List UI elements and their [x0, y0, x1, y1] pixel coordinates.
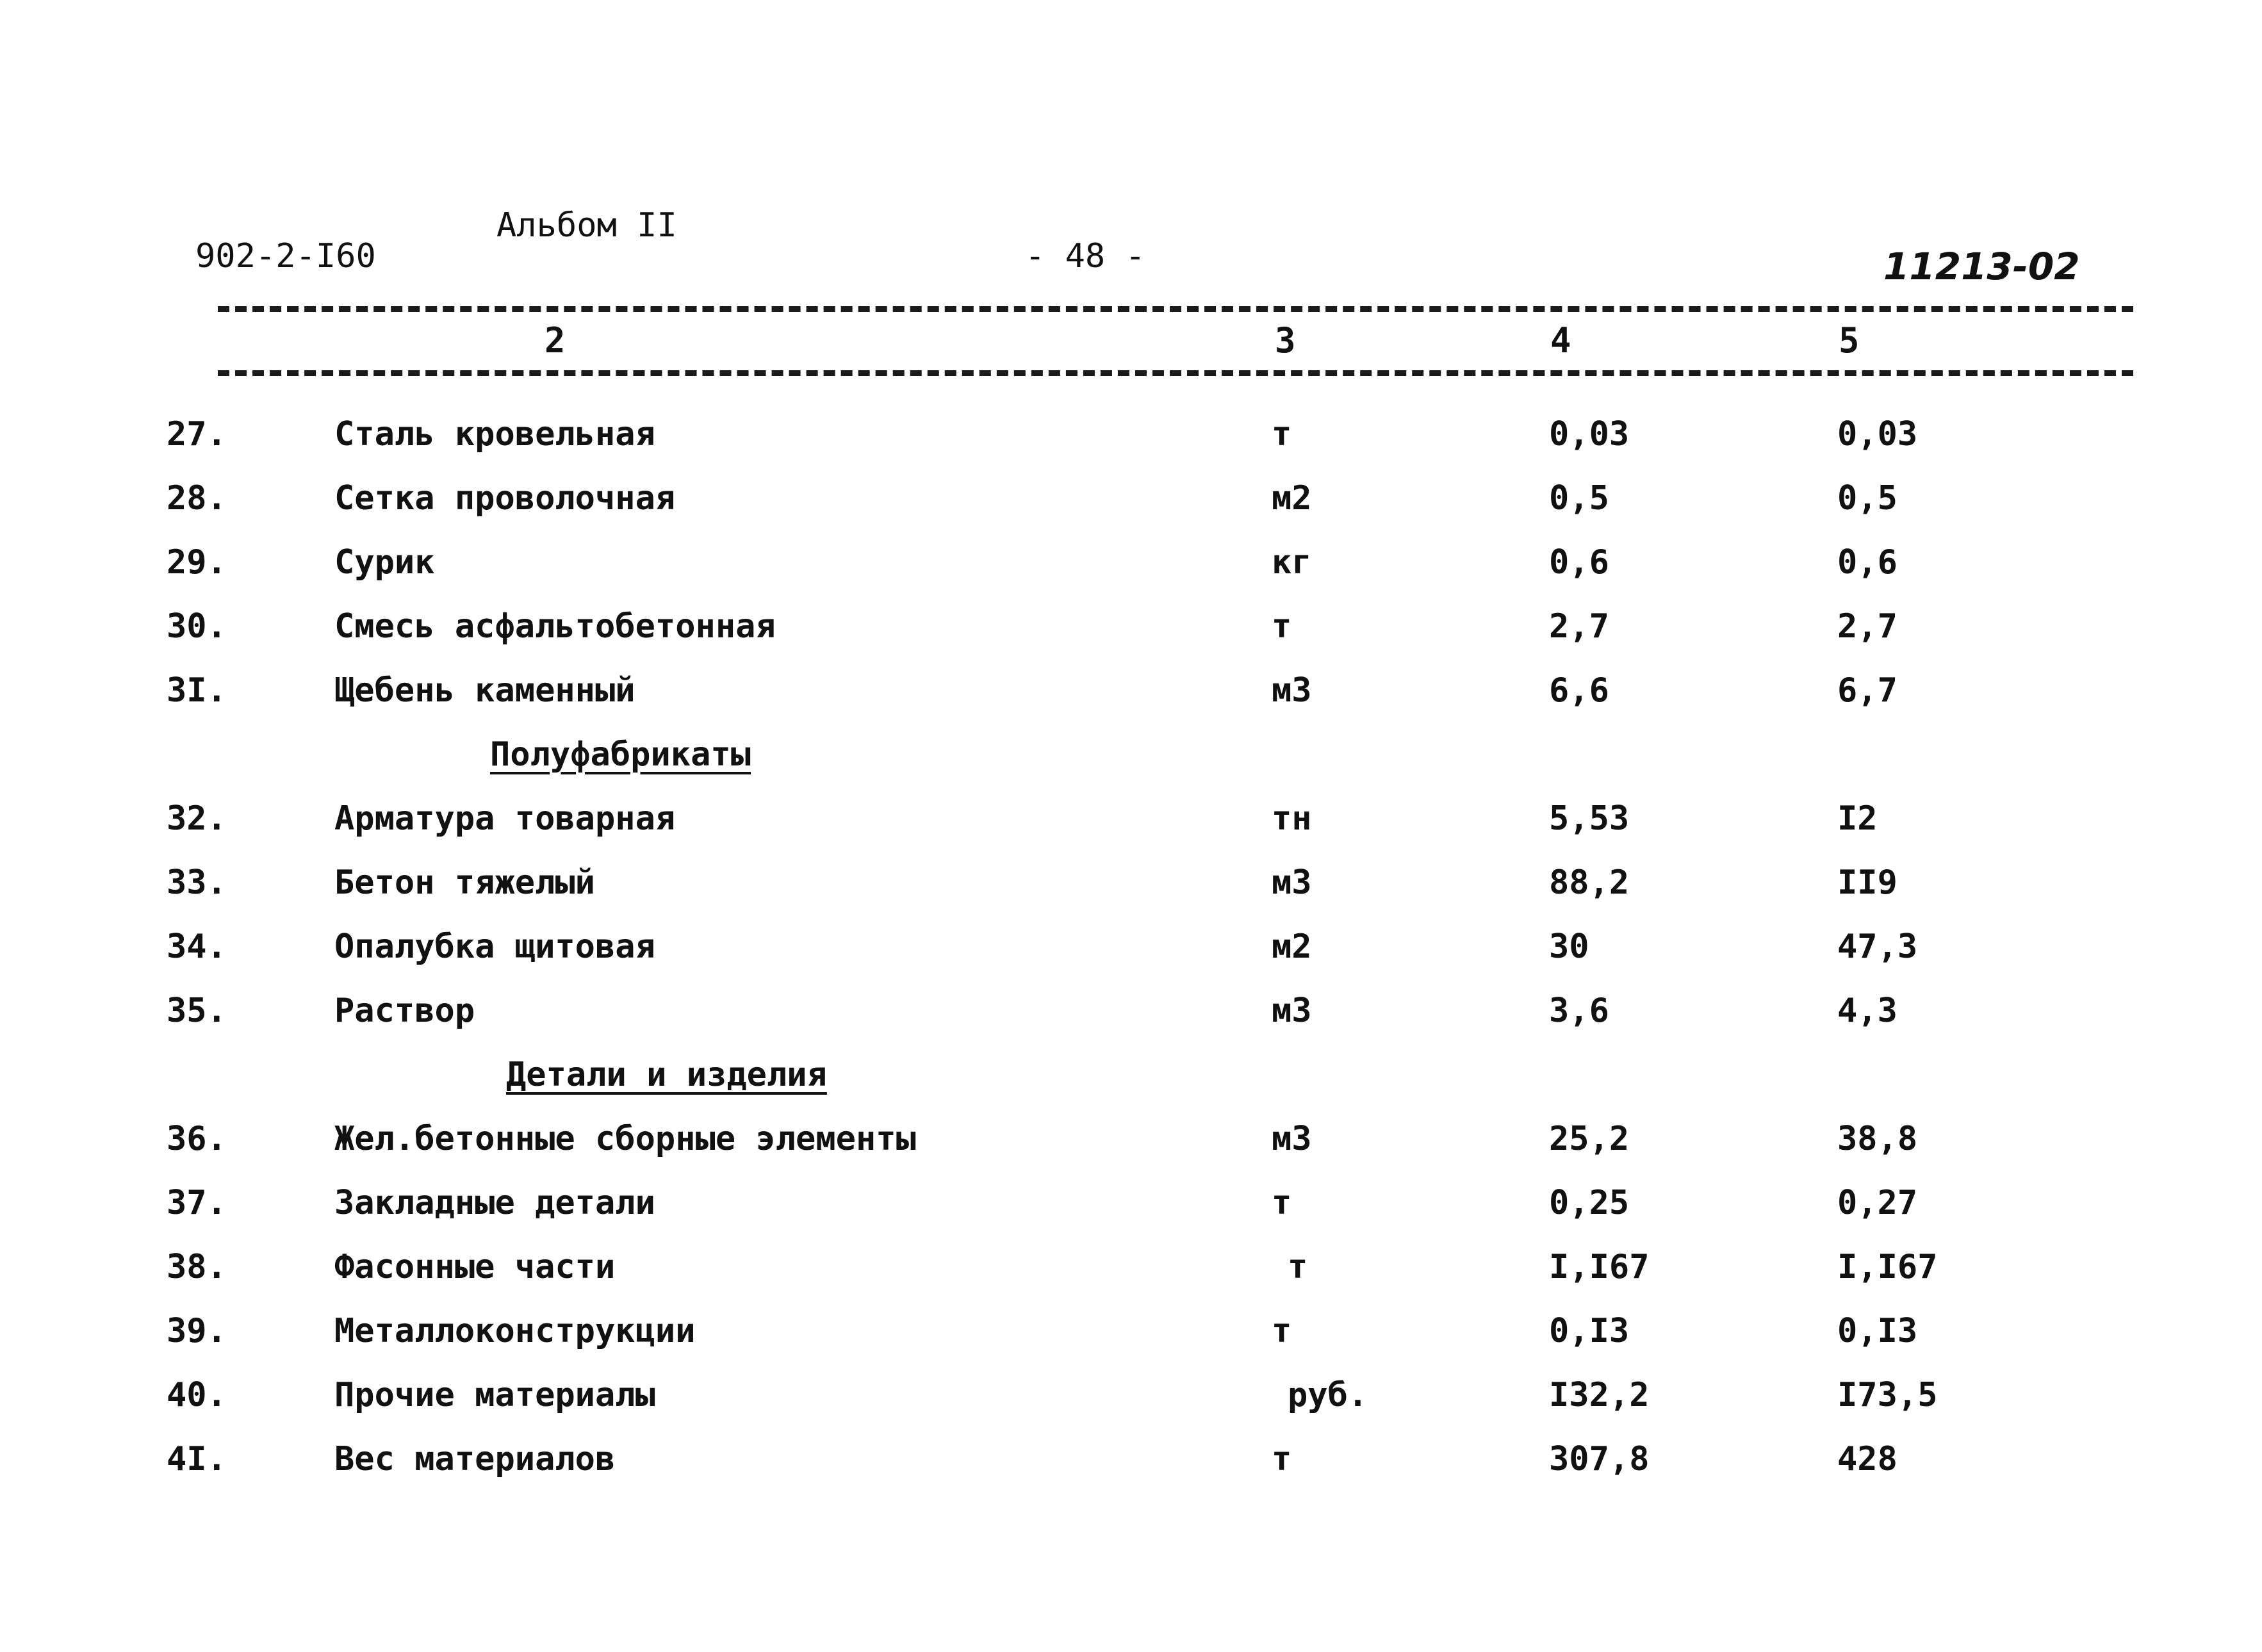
column-header-4: 4 [1550, 320, 1571, 361]
document-code: 902-2-I60 [195, 237, 376, 275]
material-name: Бетон тяжелый [334, 863, 595, 902]
value-col5: I73,5 [1837, 1376, 1938, 1414]
row-number: 38. [167, 1248, 227, 1286]
value-col4: I,I67 [1549, 1248, 1650, 1286]
value-col4: 2,7 [1549, 607, 1609, 646]
unit: м2 [1272, 479, 1312, 518]
material-name: Сталь кровельная [334, 415, 655, 454]
row-number: 27. [167, 415, 227, 454]
value-col5: 47,3 [1837, 928, 1918, 966]
column-header-3: 3 [1275, 320, 1296, 361]
material-name: Щебень каменный [334, 671, 635, 710]
material-name: Арматура товарная [334, 799, 676, 838]
unit: м3 [1272, 992, 1312, 1030]
unit: м3 [1272, 1120, 1312, 1158]
header-dashed-divider [218, 370, 2133, 376]
material-name: Опалубка щитовая [334, 928, 655, 966]
value-col4: 6,6 [1549, 671, 1609, 710]
row-number: 33. [167, 863, 227, 902]
value-col4: 0,5 [1549, 479, 1609, 518]
row-number: 36. [167, 1120, 227, 1158]
unit: т [1272, 415, 1292, 454]
value-col4: 307,8 [1549, 1440, 1650, 1478]
value-col5: 2,7 [1837, 607, 1897, 646]
unit: т [1272, 1440, 1292, 1478]
unit: т [1272, 1312, 1292, 1350]
unit: тн [1272, 799, 1312, 838]
unit: кг [1272, 543, 1312, 582]
table-row [0, 479, 2262, 543]
unit: т [1272, 607, 1292, 646]
value-col5: 0,I3 [1837, 1312, 1918, 1350]
unit: руб. [1288, 1376, 1368, 1414]
material-name: Вес материалов [334, 1440, 616, 1478]
material-name: Металлоконструкции [334, 1312, 696, 1350]
material-name: Прочие материалы [334, 1376, 655, 1414]
material-name: Фасонные части [334, 1248, 616, 1286]
material-name: Смесь асфальтобетонная [334, 607, 776, 646]
value-col4: 5,53 [1549, 799, 1630, 838]
value-col5: II9 [1837, 863, 1897, 902]
value-col5: I,I67 [1837, 1248, 1938, 1286]
section-row [0, 735, 2262, 799]
table-row [0, 1312, 2262, 1376]
value-col4: I32,2 [1549, 1376, 1650, 1414]
material-name: Сурик [334, 543, 435, 582]
table-row [0, 1376, 2262, 1440]
section-heading-semifinished: Полуфабрикаты [490, 735, 751, 774]
value-col4: 0,25 [1549, 1184, 1630, 1222]
value-col4: 88,2 [1549, 863, 1630, 902]
table-row [0, 863, 2262, 928]
unit: м3 [1272, 671, 1312, 710]
row-number: 37. [167, 1184, 227, 1222]
row-number: 28. [167, 479, 227, 518]
value-col4: 30 [1549, 928, 1589, 966]
table-row [0, 992, 2262, 1056]
value-col5: 38,8 [1837, 1120, 1918, 1158]
value-col4: 0,I3 [1549, 1312, 1630, 1350]
table-row [0, 671, 2262, 735]
value-col4: 0,6 [1549, 543, 1609, 582]
value-col5: 4,3 [1837, 992, 1897, 1030]
row-number: 30. [167, 607, 227, 646]
value-col5: 0,03 [1837, 415, 1918, 454]
row-number: 32. [167, 799, 227, 838]
unit: м3 [1272, 863, 1312, 902]
material-name: Жел.бетонные сборные элементы [334, 1120, 916, 1158]
top-dashed-divider [218, 306, 2133, 312]
row-number: 40. [167, 1376, 227, 1414]
value-col5: 6,7 [1837, 671, 1897, 710]
album-label: Альбом II [496, 206, 677, 245]
row-number: 34. [167, 928, 227, 966]
value-col5: 428 [1837, 1440, 1897, 1478]
table-row [0, 1184, 2262, 1248]
table-row [0, 1248, 2262, 1312]
row-number: 4I. [167, 1440, 227, 1478]
material-name: Раствор [334, 992, 475, 1030]
value-col5: I2 [1837, 799, 1878, 838]
section-heading-parts: Детали и изделия [506, 1056, 827, 1094]
value-col5: 0,27 [1837, 1184, 1918, 1222]
serial-number: 11213-02 [1883, 245, 2080, 288]
material-name: Сетка проволочная [334, 479, 676, 518]
unit: м2 [1272, 928, 1312, 966]
row-number: 3I. [167, 671, 227, 710]
row-number: 39. [167, 1312, 227, 1350]
value-col4: 0,03 [1549, 415, 1630, 454]
column-header-5: 5 [1839, 320, 1860, 361]
value-col5: 0,6 [1837, 543, 1897, 582]
material-name: Закладные детали [334, 1184, 655, 1222]
value-col4: 25,2 [1549, 1120, 1630, 1158]
table-row [0, 543, 2262, 607]
value-col4: 3,6 [1549, 992, 1609, 1030]
table-row [0, 928, 2262, 992]
section-row [0, 1056, 2262, 1120]
table-row [0, 607, 2262, 671]
table-row [0, 1120, 2262, 1184]
table-row [0, 799, 2262, 863]
row-number: 35. [167, 992, 227, 1030]
page-number: - 48 - [1025, 237, 1145, 275]
row-number: 29. [167, 543, 227, 582]
value-col5: 0,5 [1837, 479, 1897, 518]
table-row [0, 1440, 2262, 1504]
table-row [0, 415, 2262, 479]
unit: т [1288, 1248, 1308, 1286]
unit: т [1272, 1184, 1292, 1222]
column-header-2: 2 [545, 320, 566, 361]
